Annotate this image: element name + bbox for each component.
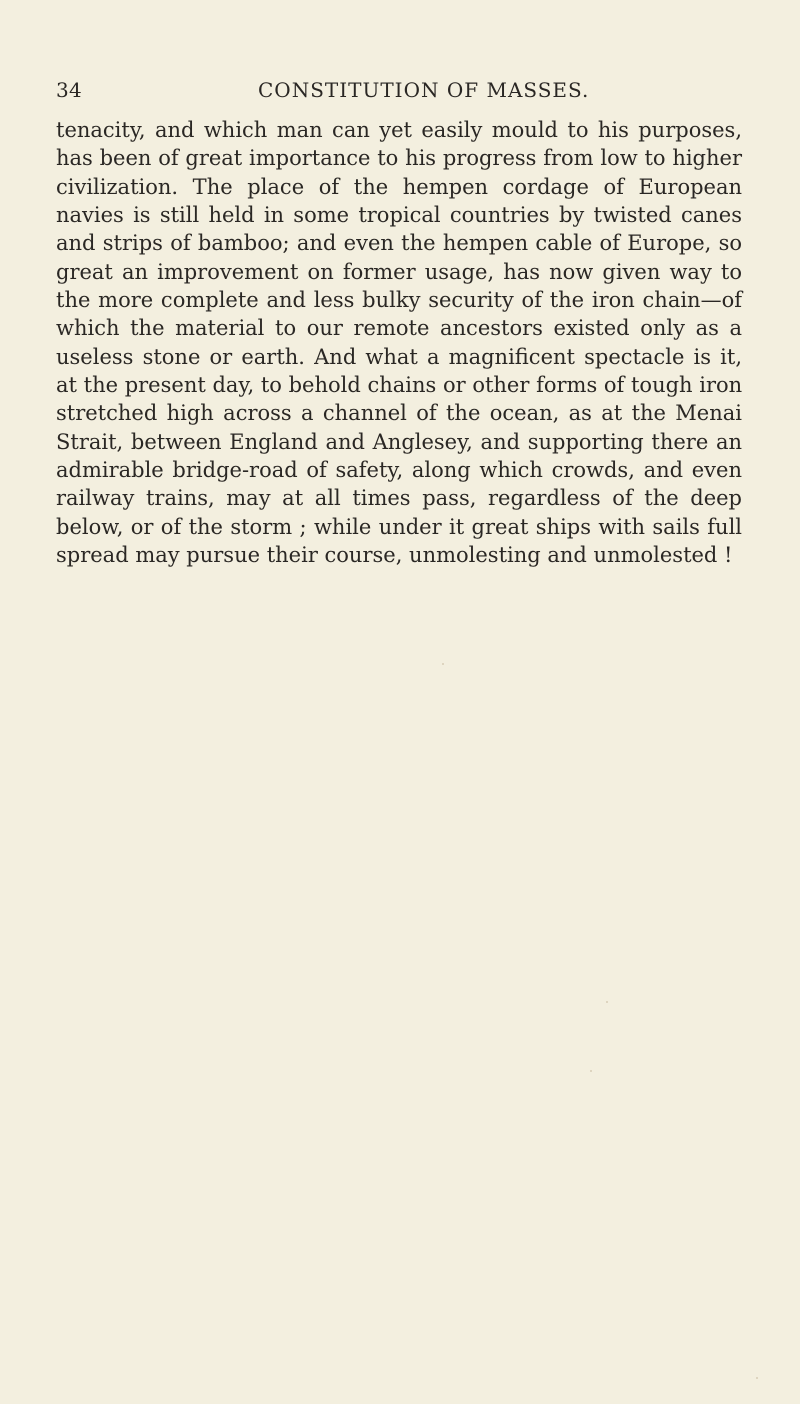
text-line: civilization. The place of the hempen cordage of European — [56, 174, 742, 199]
text-line: and strips of bamboo; and even the hempen cable of Europe, so — [56, 231, 742, 256]
running-title: CONSTITUTION OF MASSES. — [258, 78, 590, 102]
paper-speck — [590, 1070, 592, 1072]
page-number: 34 — [56, 78, 83, 102]
text-line: great an improvement on former usage, has now given way to — [56, 259, 742, 284]
text-line: spread may pursue their course, unmolesting and unmolested ! — [56, 543, 733, 568]
text-line: stretched high across a channel of the ocean, as at the Menai — [56, 401, 742, 426]
running-head — [56, 78, 742, 114]
body-paragraph — [56, 116, 742, 570]
paper-speck — [756, 1377, 758, 1379]
text-line: tenacity, and which man can yet easily mould to his purposes, — [56, 118, 742, 142]
text-line: at the present day, to behold chains or other forms of tough iron — [56, 373, 743, 398]
text-line: useless stone or earth. And what a magnificent spectacle is it, — [56, 344, 742, 369]
text-line: railway trains, may at all times pass, regardless of the deep — [56, 486, 742, 511]
text-line: the more complete and less bulky security of the iron chain—of — [56, 288, 742, 313]
paper-speck — [606, 1001, 608, 1003]
text-line: Strait, between England and Anglesey, and supporting there an — [56, 429, 742, 454]
text-line: below, or of the storm ; while under it great ships with sails full — [56, 514, 742, 539]
text-line: admirable bridge-road of safety, along which crowds, and even — [56, 458, 742, 483]
text-line: navies is still held in some tropical countries by twisted canes — [56, 203, 742, 228]
text-line: has been of great importance to his progress from low to higher — [56, 146, 742, 171]
paper-speck — [442, 663, 444, 665]
text-line: which the material to our remote ancestors existed only as a — [56, 316, 742, 341]
